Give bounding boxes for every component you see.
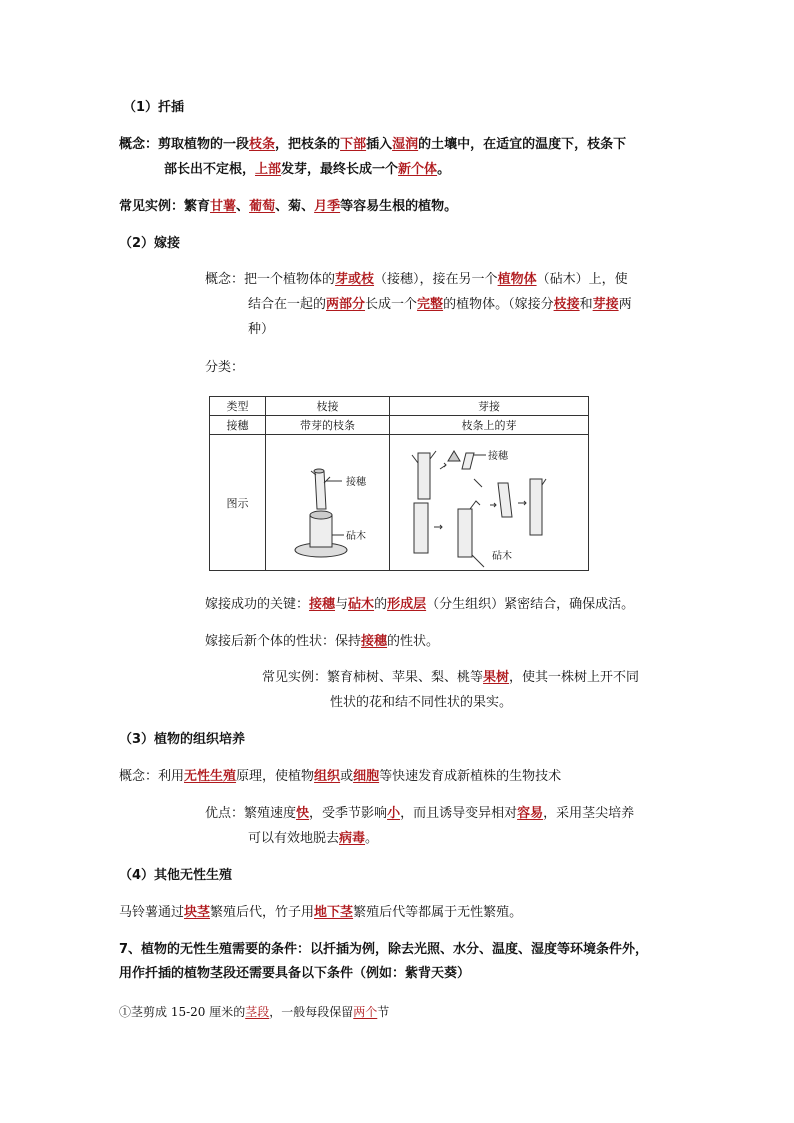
answer-blank: 组织 — [314, 769, 341, 784]
answer-blank: 完整 — [417, 297, 444, 312]
table-header-bud: 芽接 — [390, 397, 589, 416]
section-1-heading: （1）扦插 — [123, 100, 185, 115]
branch-graft-illustration — [295, 469, 347, 557]
answer-blank: 芽接 — [592, 297, 619, 312]
answer-blank: 果树 — [483, 670, 510, 685]
bud-graft-diagram-cell — [390, 435, 589, 571]
cutting-concept-line-1: 概念：剪取植物的一段枝条，把枝条的下部插入湿润的土壤中，在适宜的温度下，枝条下 — [119, 137, 627, 152]
branch-stock-annotation: 砧木 — [346, 531, 366, 542]
table-cell-bud-scion: 枝条上的芽 — [390, 416, 589, 435]
answer-blank: 枝接 — [553, 297, 580, 312]
answer-blank: 容易 — [517, 806, 544, 821]
section-4-heading: （4）其他无性生殖 — [119, 868, 233, 883]
table-header-type: 类型 — [210, 397, 266, 416]
answer-blank: 无性生殖 — [184, 769, 237, 784]
cutting-concept-line-2: 部长出不定根，上部发芽，最终长成一个新个体。 — [164, 162, 451, 177]
answer-blank: 病毒 — [339, 831, 366, 846]
answer-blank: 茎段 — [245, 1005, 270, 1019]
grafting-concept-line-1: 概念：把一个植物体的芽或枝（接穗），接在另一个植物体（砧木）上，使 — [205, 272, 628, 287]
table-row-scion-label: 接穗 — [210, 416, 266, 435]
answer-blank: 植物体 — [497, 272, 537, 287]
table-cell-branch-scion: 带芽的枝条 — [266, 416, 390, 435]
grafting-examples-line-1: 常见实例：繁育柿树、苹果、梨、桃等果树，使其一株树上开不同 — [262, 670, 640, 685]
section-2-heading: （2）嫁接 — [119, 236, 181, 251]
other-asexual-text: 马铃薯通过块茎繁殖后代，竹子用地下茎繁殖后代等都属于无性繁殖。 — [119, 905, 523, 920]
branch-graft-diagram — [266, 435, 389, 570]
cutting-examples: 常见实例：繁育甘薯、葡萄、菊、月季等容易生根的植物。 — [119, 199, 458, 214]
answer-blank: 芽或枝 — [335, 272, 375, 287]
bud-stock-annotation: 砧木 — [492, 551, 512, 562]
table-row-diagram-label: 图示 — [210, 435, 266, 571]
answer-blank: 葡萄 — [249, 199, 276, 214]
grafting-key-line: 嫁接成功的关键：接穗与砧木的形成层（分生组织）紧密结合，确保成活。 — [205, 597, 635, 612]
section-3-heading: （3）植物的组织培养 — [119, 732, 246, 747]
grafting-concept-line-2: 结合在一起的两部分长成一个完整的植物体。（嫁接分枝接和芽接两 — [248, 297, 632, 312]
classification-label: 分类： — [205, 360, 245, 375]
answer-blank: 湿润 — [392, 137, 419, 152]
bud-scion-annotation: 接穗 — [488, 451, 508, 462]
answer-blank: 甘薯 — [210, 199, 237, 214]
answer-blank: 小 — [387, 806, 401, 821]
grafting-trait-line: 嫁接后新个体的性状：保持接穗的性状。 — [205, 634, 440, 649]
answer-blank: 块茎 — [184, 905, 211, 920]
branch-graft-diagram-cell — [266, 435, 390, 571]
tissue-culture-advantage-line-1: 优点：繁殖速度快，受季节影响小，而且诱导变异相对容易，采用茎尖培养 — [205, 806, 635, 821]
answer-blank: 形成层 — [387, 597, 427, 612]
answer-blank: 枝条 — [249, 137, 276, 152]
answer-blank: 接穗 — [361, 634, 388, 649]
answer-blank: 月季 — [314, 199, 341, 214]
answer-blank: 两个 — [353, 1005, 378, 1019]
bud-graft-illustration — [412, 451, 546, 567]
question-7-line-1: 7、植物的无性生殖需要的条件：以扦插为例，除去光照、水分、温度、湿度等环境条件外， — [119, 942, 649, 957]
answer-blank: 下部 — [340, 137, 367, 152]
question-7-line-2: 用作扦插的植物茎段还需要具备以下条件（例如：紫背天葵） — [119, 966, 471, 981]
grafting-examples-line-2: 性状的花和结不同性状的果实。 — [330, 695, 513, 710]
tissue-culture-advantage-line-2: 可以有效地脱去病毒。 — [248, 831, 379, 846]
table-header-branch: 枝接 — [266, 397, 390, 416]
answer-blank: 砧木 — [348, 597, 375, 612]
grafting-concept-line-3: 种） — [248, 322, 275, 337]
question-7-item-1: ①茎剪成 15-20 厘米的茎段，一般每段保留两个节 — [119, 1005, 390, 1019]
answer-blank: 新个体 — [398, 162, 438, 177]
answer-blank: 地下茎 — [314, 905, 354, 920]
answer-blank: 细胞 — [353, 769, 380, 784]
grafting-classification-table — [209, 396, 589, 571]
branch-scion-annotation: 接穗 — [346, 477, 366, 488]
answer-blank: 快 — [296, 806, 310, 821]
tissue-culture-concept: 概念：利用无性生殖原理，使植物组织或细胞等快速发育成新植株的生物技术 — [119, 769, 562, 784]
answer-blank: 两部分 — [326, 297, 366, 312]
answer-blank: 上部 — [255, 162, 282, 177]
answer-blank: 接穗 — [309, 597, 336, 612]
